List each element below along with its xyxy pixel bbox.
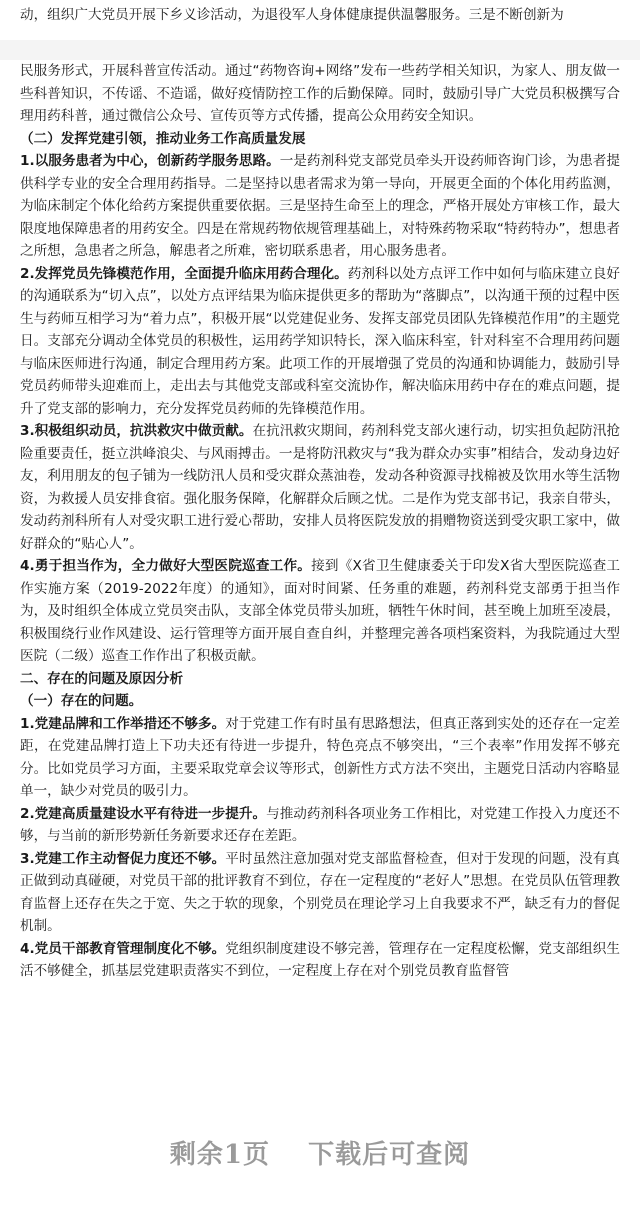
- paragraph-item-4: [20, 555, 620, 668]
- item-lead: 3.党建工作主动督促力度还不够。: [20, 850, 226, 867]
- item-body: 对于党建工作有时虽有思路想法，但真正落到实处的还存在一定差距，在党建品牌打造上下功夫还有待进一步提升，特色亮点不够突出，“三个表率”作用发挥不够充分。比如党员学习方面，主要采取党章会议等形式，创新性方式方法不突出，主题党日活动内容略显单一，缺少对党员的吸引力。: [20, 715, 621, 799]
- paragraph-item-1: [20, 150, 620, 263]
- item-body: 药剂科以处方点评工作中如何与临床建立良好的沟通联系为“切入点”，以处方点评结果为临床提供更多的帮助为“落脚点”，以沟通干预的过程中医生与药师互相学习为“着力点”，积极开展“以党建促业务、发挥支部党员团队先锋模范作用”的主题党日。支部充分调动全体党员的积极性，运用药学知识特长，深入临床科室，针对科室不合理用药问题与临床医师进行沟通，制定合理用药方案。此项工作的开展增强了党员的沟通和协调能力，鼓励引导党员药师带头迎难而上，走出去与其他党支部或科室交流协作，解决临床用药中存在的难点问题，提升了党支部的影响力，充分发挥党员药师的先锋模范作用。: [20, 265, 620, 417]
- item-body: 接到《X省卫生健康委关于印发X省大型医院巡查工作实施方案（2019-2022年度）的通知》，面对时间紧、任务重的难题，药剂科党支部勇于担当作为，及时组织全体成立党员突击队，支部全体党员带头加班，牺牲午休时间，甚至晚上加班至凌晨，积极围绕行业作风建设、运行管理等方面开展自查自纠，并整理完善各项档案资料，为我院通过大型医院（二级）巡查工作作出了积极贡献。: [20, 558, 620, 664]
- subsection-heading-existing-problems: （一）存在的问题。: [20, 693, 143, 709]
- remaining-pages-label: 剩余1页: [169, 1140, 270, 1170]
- paragraph-item-3: [20, 420, 620, 555]
- download-prompt-banner[interactable]: [0, 1130, 640, 1180]
- paragraph-problem-2: [20, 803, 620, 848]
- previous-page-fragment: [0, 0, 640, 40]
- paragraph-problem-4: [20, 938, 620, 983]
- paragraph-problem-3: [20, 848, 620, 938]
- item-body: 平时虽然注意加强对党支部监督检查，但对于发现的问题，没有真正做到动真碰硬，对党员干部的批评教育不到位，存在一定程度的“老好人”思想。在党员队伍管理教育监督上还存在失之于宽、失之于软的现象，个别党员在理论学习上自我要求不严，缺乏有力的督促机制。: [20, 850, 621, 934]
- paragraph-service-form: 民服务形式，开展科普宣传活动。通过“药物咨询+网络”发布一些药学相关知识，为家人、朋友做一些科普知识，不传谣、不造谣，做好疫情防控工作的后勤保障。同时，鼓励引导广大党员积极撰写合理用药科普，通过微信公众号、宣传页等方式传播，提高公众用药安全知识。: [20, 63, 620, 124]
- item-body: 与推动药剂科各项业务工作相比，对党建工作投入力度还不够，与当前的新形势新任务新要求还存在差距。: [20, 805, 621, 844]
- page-separator: [0, 40, 640, 60]
- item-body: 党组织制度建设不够完善，管理存在一定程度松懈，党支部组织生活不够健全，抓基层党建职责落实不到位，一定程度上存在对个别党员教育监督管: [20, 940, 621, 979]
- item-body: 一是药剂科党支部党员牵头开设药师咨询门诊，为患者提供科学专业的安全合理用药指导。二是坚持以患者需求为第一导向，开展更全面的个体化用药监测，为临床制定个体化给药方案提供重要依据。三是坚持生命至上的理念，严格开展处方审核工作，最大限度地保障患者的用药安全。四是在常规药物依规管理基础上，对特殊药物采取“特药特办”，想患者之所想，急患者之所急，解患者之所难，密切联系患者，用心服务患者。: [20, 153, 621, 259]
- item-lead: 1.党建品牌和工作举措还不够多。: [20, 715, 226, 732]
- item-lead: 1.以服务患者为中心，创新药学服务思路。: [20, 153, 280, 169]
- paragraph-problem-1: [20, 713, 620, 803]
- document-page: [0, 60, 640, 1080]
- section-heading-party-leadership: （二）发挥党建引领，推动业务工作高质量发展: [20, 130, 306, 147]
- item-lead: 2.发挥党员先锋模范作用，全面提升临床用药合理化。: [20, 265, 348, 282]
- section-heading-problems: 二、存在的问题及原因分析: [20, 670, 184, 687]
- item-lead: 4.党员干部教育管理制度化不够。: [20, 940, 226, 957]
- top-text-line: 动，组织广大党员开展下乡义诊活动，为退役军人身体健康提供温馨服务。三是不断创新为: [20, 7, 564, 23]
- item-body: 在抗汛救灾期间，药剂科党支部火速行动，切实担负起防汛抢险重要责任，挺立洪峰浪尖、与风雨搏击。一是将防汛救灾与“我为群众办实事”相结合，发动身边好友，利用朋友的包子铺为一线防汛人员和受灾群众蒸油卷，发动各种资源寻找棉被及饮用水等生活物资，为救援人员安排食宿。强化服务保障，化解群众后顾之忧。二是作为党支部书记，我亲自带头，发动药剂科所有人对受灾职工进行爱心帮助，安排人员将医院发放的捐赠物资送到受灾职工家中，做好群众的“贴心人”。: [20, 423, 621, 552]
- paragraph-item-2: [20, 263, 620, 421]
- item-lead: 4.勇于担当作为，全力做好大型医院巡查工作。: [20, 558, 312, 574]
- item-lead: 2.党建高质量建设水平有待进一步提升。: [20, 805, 267, 822]
- download-to-read-label[interactable]: 下载后可查阅: [308, 1140, 471, 1170]
- item-lead: 3.积极组织动员，抗洪救灾中做贡献。: [20, 423, 253, 439]
